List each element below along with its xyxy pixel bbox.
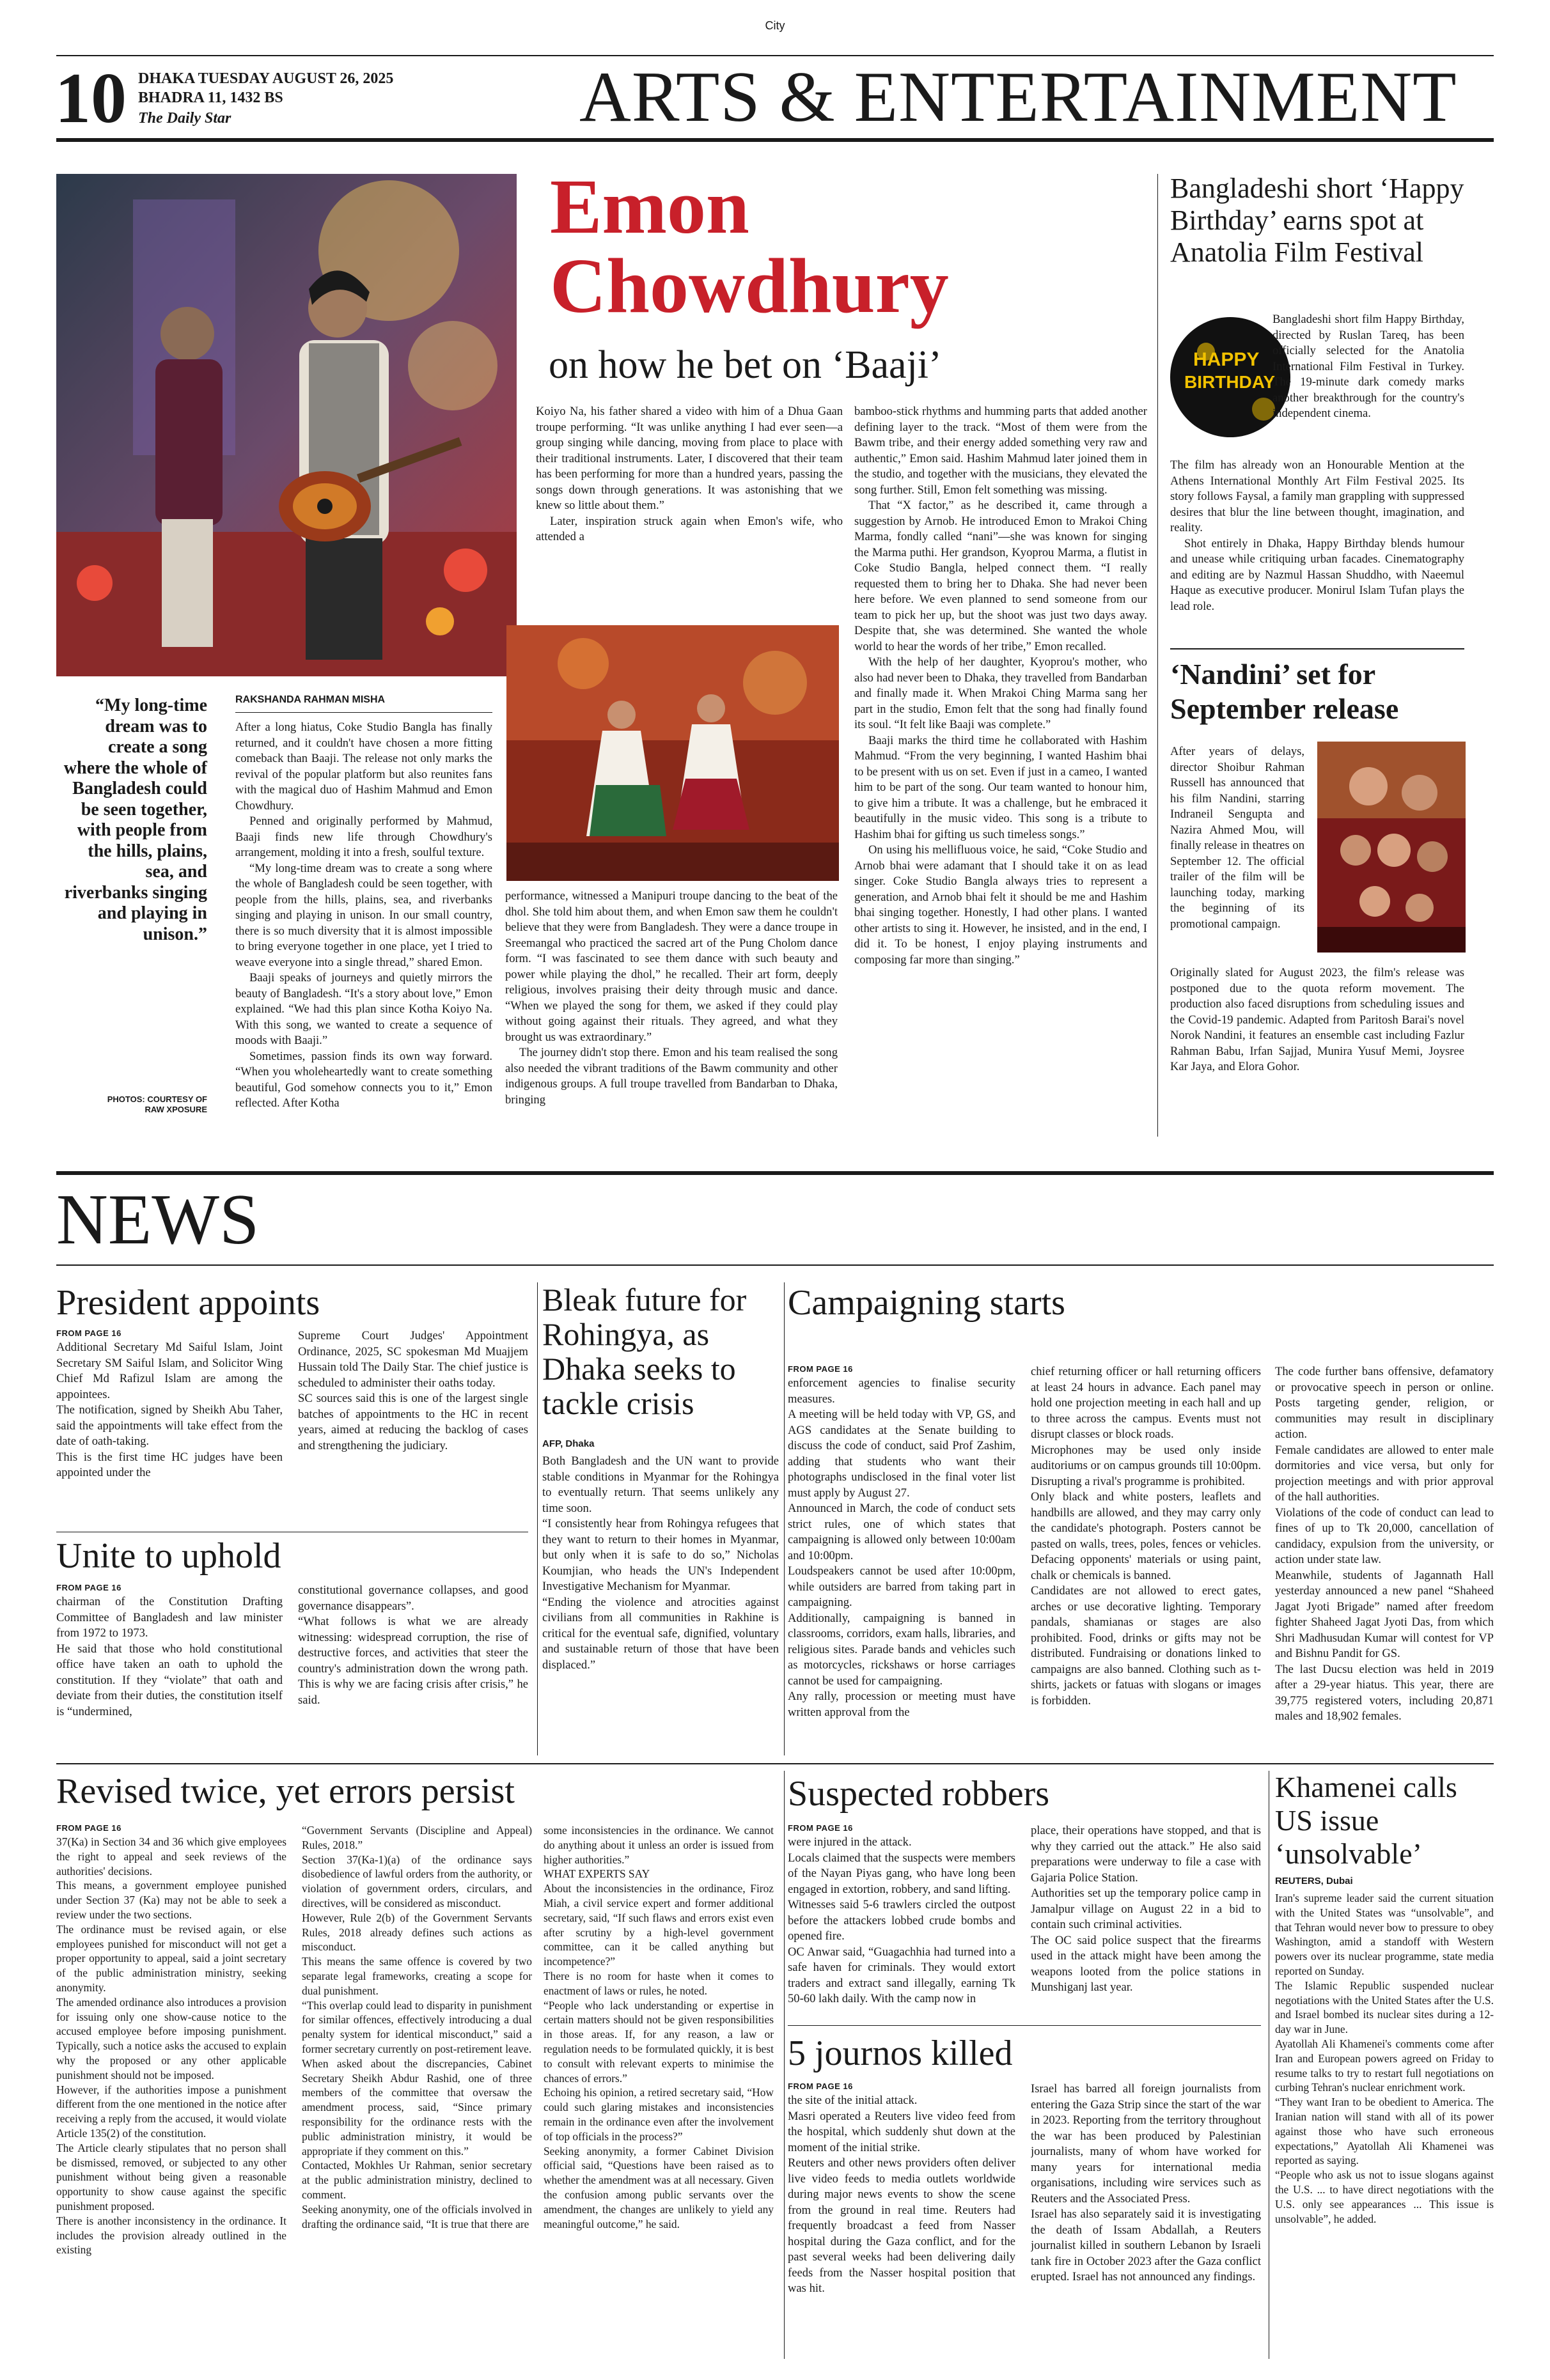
- hb-body: [1170, 458, 1464, 641]
- khamenei-headline: Khamenei calls US issue ‘unsolvable’: [1275, 1771, 1457, 1870]
- nandini-headline: ‘Nandini’ set for September release: [1170, 658, 1399, 725]
- byline-rule: [235, 712, 492, 713]
- poster-title-2: BIRTHDAY: [1184, 372, 1276, 392]
- nandini-body-top: [1170, 744, 1304, 961]
- paragraph: Later, inspiration struck again when Emon's wife, who attended a: [536, 514, 843, 543]
- campaigning-col1: enforcement agencies to finalise security measures. A meeting will be held today with VP, GS, and AGS candidates at the Senate building to discuss the code of conduct, said Prof Zashim, adding that students who want their photographs undisclosed in the final voter list must apply by August 27. Announced in March, the code of conduct sets strict rules, one of which states that campaigning is allowed only between 10:00am and 10:00pm. Loudspeakers cannot be used after 10:00pm, while outsiders are barred from taking part in campaigning. Additionally, campaigning is banned in classrooms, corridors, exam halls, libraries, and religious sites. Parade bands and vehicles such as motorcycles, rickshaws or horse carriages cannot be used for campaigning. Any rally, procession or meeting must have written approval from the: [788, 1376, 1015, 1719]
- photo-credit: PHOTOS: COURTESY OF RAW XPOSURE: [107, 1094, 207, 1114]
- top-rule: [56, 55, 1494, 56]
- paragraph: bamboo-stick rhythms and humming parts that added another defining layer to the track. “Most of them were from the Bawm tribe, and their energy added something very raw and authentic,” Emon said. Hashim Mahmud later joined them in the studio, and together with the musicians, they elevated the song further. Still, Emon felt something was missing.: [854, 405, 1147, 497]
- unite-col2: constitutional governance collapses, and good governance disappears”. “What follows is what we are already witnessing: widespread corruption, the rise of destructive forces, and activities that steer the country's administration down the wrong path. This is why we are facing crisis after crisis,” he said.: [298, 1583, 528, 1707]
- paragraph: That “X factor,” as he described it, came through a suggestion by Arnob. He introduced Emon to Mrakoi Ching Marma, fondly called “nani”—she was known for singing the Marma puthi. Her grandson, Kyoprou Marma, a flutist in Coke Studio Bangla, helped connect them. “I really requested them to bring her to Dhaka. She had never been here before. We even planned to send someone from our team to pick her up, but the shoot was just two days away. Despite that, she was determined. She wanted the whole world to hear the words of her tribe,” Emon recalled.: [854, 499, 1147, 653]
- column-divider: [1157, 174, 1158, 1137]
- president-col1: Additional Secretary Md Saiful Islam, Joint Secretary SM Saiful Islam, and Solicitor Wing Chief Md Rafizul Islam are among the appointees. The notification, signed by Sheikh Abu Taher, said the appointments will take effect from the date of oath-taking. This is the first time HC judges have been appointed under the: [56, 1341, 283, 1479]
- news-top-rule: [56, 1171, 1494, 1175]
- journos-col2: Israel has barred all foreign journalists from entering the Gaza Strip since the start of the war in 2023. Reporting from the territory throughout the war has been produced by Palestinian journalists, many of whom have worked for many years for international media organisations, including wire services such as Reuters and the Associated Press. Israel has also separately said it is investigating the death of Issam Abdallah, a Reuters journalist killed in southern Lebanon by Israeli tank fire in October 2023 after the Gaza conflict erupted. Israel has not announced any findings.: [1031, 2082, 1261, 2283]
- unite-headline: Unite to uphold: [56, 1536, 281, 1576]
- paragraph: Shot entirely in Dhaka, Happy Birthday blends humour and unease while critiquing urban facades. Cinematography and editing are by Nazmul Hassan Shuddho, with Naeemul Haque as executive producer. Monirul Islam Tufan plays the lead role.: [1170, 536, 1464, 613]
- dancers-illustration: [506, 625, 839, 881]
- revised-from: FROM PAGE 16: [56, 1823, 121, 1833]
- hb-body-top: [1272, 312, 1464, 456]
- page-number: 10: [55, 59, 127, 138]
- campaigning-col3: The code further bans offensive, defamatory or provocative speech in person or online. Posts targeting gender, religion, or communities may result in disciplinary action. Female candidates are allowed to enter male dormitories and vice versa, but only for projection meetings and with prior approval of the hall authorities. Violations of the code of conduct can lead to fines of up to Tk 20,000, cancellation of candidacy, expulsion from the university, or action under state law. Meanwhile, students of Jagannath Hall yesterday announced a new panel “Shaheed Jagat Jyoti Brigade” named after freedom fighter Shaheed Jagat Jyoti Das, from which Shri Madhusudan Kumar will contest for VP and Bishnu Pandit for GS. The last Ducsu election was held in 2019 after a 29-year hiatus. This year, there are 39,775 registered voters, including 20,871 males and 18,902 females.: [1275, 1365, 1494, 1723]
- news-rule: [56, 1264, 1494, 1266]
- unite-col1: chairman of the Constitution Drafting Committee of Bangladesh and law minister from 1972 to 1973. He said that those who hold constitutional office have taken an oath to uphold the constitution. If they “violate” that oath and deviate from their duties, the constitution itself is “undermined,: [56, 1595, 283, 1718]
- section-title: ARTS & ENTERTAINMENT: [579, 58, 1457, 137]
- paragraph: Penned and originally performed by Mahmud, Baaji finds new life through Chowdhury's arrangement, molding it into a fresh, soulful texture.: [235, 814, 492, 859]
- emon-col3: [854, 404, 1147, 1138]
- paragraph: Bangladeshi short film Happy Birthday, directed by Ruslan Tareq, has been officially selected for the Anatolia International Film Festival in Turkey. The 19-minute dark comedy marks another breakthrough for the country's independent cinema.: [1272, 313, 1464, 420]
- rohingya-headline: Bleak future for Rohingya, as Dhaka seeks to tackle crisis: [542, 1282, 747, 1421]
- date-line: DHAKA TUESDAY AUGUST 26, 2025: [138, 70, 394, 87]
- byline: RAKSHANDA RAHMAN MISHA: [235, 694, 386, 705]
- rohingya-body: Both Bangladesh and the UN want to provide stable conditions in Myanmar for the Rohingya to eventually return. That seems unlikely any time soon. “I consistently hear from Rohingya refugees that they want to return to their homes in Myanmar, but only when it is safe to do so,” Nicholas Koumjian, who heads the UN's Independent Investigative Mechanism for Myanmar. “Ending the violence and atrocities against civilians from all communities in Rakhine is critical for the eventual safe, dignified, voluntary and sustainable return of those that have been displaced.”: [542, 1454, 779, 1672]
- paragraph: Koiyo Na, his father shared a video with him of a Dhua Gaan troupe performing. “It was unlike anything I had ever seen—a group singing while dancing, moving from place to place with their traditional instruments. Later, I discovered that their team has been performing for more than a hundred years, passing the songs down through generations. It was astonishing that we knew so little about them.”: [536, 405, 843, 512]
- section-label: City: [765, 19, 785, 32]
- emon-photo: [56, 174, 517, 676]
- paragraph: Originally slated for August 2023, the film's release was postponed due to the quota reform movement. The production also faced disruptions from scheduling issues and the Covid-19 pandemic. Adapted from Paritosh Barai's novel Norok Nandini, it features an ensemble cast including Fazlur Rahman Babu, Irfan Sajjad, Munira Yusuf Memi, Joysree Kar Jaya, and Elora Gohor.: [1170, 966, 1464, 1073]
- journos-headline: 5 journos killed: [788, 2034, 1013, 2073]
- journos-from: FROM PAGE 16: [788, 2081, 853, 2091]
- president-from: FROM PAGE 16: [56, 1328, 121, 1338]
- paragraph: Baaji speaks of journeys and quietly mirrors the beauty of Bangladesh. “It's a story about love,” Emon explained. “We had this plan since Kotha Koiyo Na. With this song, we wanted to create a sequence of moods with Baaji.”: [235, 971, 492, 1047]
- campaigning-col2: chief returning officer or hall returning officers at least 24 hours in advance. Each panel may hold one projection meeting in each hall and up to three across the campus. Events must not disrupt classes or block roads. Microphones may be used only inside auditoriums or on campus grounds till 10:00pm. Disrupting a rival's programme is prohibited. Only black and white posters, leaflets and handbills are allowed, and they may carry only the candidate's photograph. Posters cannot be pasted on walls, trees, poles, fences or vehicles. Defacing opponents' materials or using paint, chalk or chemicals is banned. Candidates are not allowed to erect gates, arches or use decorative lighting. Temporary pandals, shamianas or stages are also prohibited. Food, drinks or gifts may not be distributed. Fundraising or donations linked to campaigns are also banned. Clothing such as t-shirts, jackets or fatuas with slogans or images is forbidden.: [1031, 1365, 1261, 1707]
- poster-title-1: HAPPY: [1193, 349, 1260, 370]
- emon-title-2: Chowdhury: [550, 243, 949, 329]
- revised-col2: “Government Servants (Discipline and Appeal) Rules, 2018.” Section 37(Ka-1)(a) of the ordinance says disobedience of lawful orders from the authority, or violation of government orders, circulars, and directives, will be considered as misconduct. However, Rule 2(b) of the Government Servants Rules, 2018 already defines such actions as misconduct. This means the same offence is covered by two separate legal frameworks, creating a scope for dual punishment. “This overlap could lead to disparity in punishment for similar offences, effectively introducing a dual penalty system for identical misconduct,” said a former secretary currently on post-retirement leave. When asked about the discrepancies, Cabinet Secretary Sheikh Abdur Rashid, one of three members of the committee that oversaw the amendment process, said, “Since primary responsibility for the ordinance rests with the public administration ministry, it would be appropriate if they comment on this.” Contacted, Mokhles Ur Rahman, senior secretary at the public administration ministry, declined to comment. Seeking anonymity, one of the officials involved in drafting the ordinance said, “It is true that there are: [302, 1824, 532, 2230]
- president-headline: President appoints: [56, 1283, 320, 1323]
- campaigning-headline: Campaigning starts: [788, 1283, 1065, 1323]
- news-title: NEWS: [56, 1180, 260, 1259]
- paragraph: After years of delays, director Shoibur Rahman Russell has announced that his film Nandini, starring Indraneil Sengupta and Nazira Ahmed Mou, will finally release in theatres on September 12. The official trailer of the film will be launching today, marking the beginning of its promotional campaign.: [1170, 745, 1304, 931]
- robbers-col2: place, their operations have stopped, and that is why they carried out the attack.” He also said preparations were underway to file a case with Gajaria Police Station. Authorities set up the temporary police camp in Jamalpur village on August 22 in a bid to contain such criminal activities. The OC said police suspect that the firearms used in the attack might have been among the weapons looted from the police stations in Munshiganj last year.: [1031, 1824, 1261, 1994]
- sidebar-rule: [1170, 648, 1464, 649]
- journos-col1: the site of the initial attack. Masri operated a Reuters live video feed from the hospital, which suddenly shut down at the moment of the initial strike. Reuters and other news providers often deliver live video feeds to media outlets worldwide during major news events to show the scene from the ground in real time. Reuters had frequently broadcast a feed from Nasser hospital during the Gaza conflict, and for the past several weeks had been delivering daily feeds from the Nasser hospital position that was hit.: [788, 2094, 1015, 2295]
- nandini-poster-art: [1317, 742, 1466, 953]
- campaigning-from: FROM PAGE 16: [788, 1364, 853, 1374]
- paragraph: Baaji marks the third time he collaborated with Hashim Mahmud. “From the very beginning, I wanted Hashim bhai to be present with us on set. Even if just in a cameo, I wanted him to be part of the song. Our team wanted to honour him, to give him a tribute. It was a challenge, but he embraced it beautifully in the music video. This song is a tribute to Hashim bhai for gifting us such timeless songs.”: [854, 733, 1147, 841]
- khamenei-body: Iran's supreme leader said the current situation with the United States was “unsolvable”, and that Tehran would never bow to pressure to obey Washington, amid a standoff with Western powers over its nuclear programme, state media reported on Sunday. The Islamic Republic suspended nuclear negotiations with the United States after the U.S. and Israel bombed its nuclear sites during a 12-day war in June. Ayatollah Ali Khamenei's comments come after Iran and European powers agreed on Friday to resume talks to try to restart full negotiations on curbing Tehran's nuclear enrichment work. “They want Iran to be obedient to America. The Iranian nation will stand with all of its power against those who have such erroneous expectations,” Ayatollah Ali Khamenei was reported as saying. “People who ask us not to issue slogans against the U.S. ... to have direct negotiations with the U.S. only see appearances ... This issue is unsolvable”, he added.: [1275, 1892, 1494, 2225]
- robbers-from: FROM PAGE 16: [788, 1823, 853, 1833]
- paragraph: On using his mellifluous voice, he said, “Coke Studio and Arnob bhai were adamant that I should take it on as lead singer. Coke Studio Bangla always tries to represent a generation, and Arnob bhai felt it should be me and Hashim bhai singing together. Honestly, I had other plans. I wanted other artists to sing it. However, he insisted, and in the end, I did it. To be honest, I enjoy playing instruments and composing far more than singing.”: [854, 843, 1147, 967]
- emon-col2-top: [536, 404, 843, 596]
- masthead-rule: [56, 138, 1494, 142]
- paper-logo: The Daily Star: [138, 110, 231, 127]
- robbers-headline: Suspected robbers: [788, 1774, 1050, 1814]
- revised-col1: 37(Ka) in Section 34 and 36 which give employees the right to appeal and seek reviews of the authorities' decisions. This means, a government employee punished under Section 37 (Ka) may not be able to seek a review under the two sections. The ordinance must be revised again, or else employees punished for misconduct will not get a proper opportunity to appeal, said a joint secretary of the public administration ministry, seeking anonymity. The amended ordinance also introduces a provision for issuing only one show-cause notice to the accused employee before imposing punishment. Typically, such a notice asks the accused to explain why the proposed or any other applicable punishment should not be imposed. However, if the authorities impose a punishment different from the one mentioned in the notice after receiving a reply from the accused, it would violate Article 135(2) of the constitution. The Article clearly stipulates that no person shall be dismissed, removed, or subjected to any other punishment without being given a reasonable opportunity to show cause against the specific punishment proposed. There is another inconsistency in the ordinance. It includes the provision already outlined in the existing: [56, 1835, 286, 2257]
- divider: [537, 1282, 538, 1755]
- robbers-col1: were injured in the attack. Locals claimed that the suspects were members of the Nayan Piyas gang, who have long been engaged in extortion, robbery, and sand lifting. Witnesses said 5-6 trawlers circled the outpost before the attackers lobbed crude bombs and opened fire. OC Anwar said, “Guagachhia had turned into a safe haven for criminals. They would extort traders and extract sand illegally, earning Tk 50-60 lakh daily. With the camp now in: [788, 1835, 1015, 2005]
- khamenei-byline: REUTERS, Dubai: [1275, 1876, 1353, 1886]
- divider: [56, 1763, 1494, 1764]
- emon-subtitle: on how he bet on ‘Baaji’: [549, 343, 942, 387]
- paragraph: With the help of her daughter, Kyoprou's mother, who also had never been to Dhaka, they travelled from Bandarban and finally made it. When Mrakoi Ching Marma sang her part in the studio, Emon felt that the song had finally found its soul. “It felt like Baaji was complete.”: [854, 655, 1147, 731]
- pull-quote: “My long-time dream was to create a song where the whole of Bangladesh could be seen together, with people from the hills, plains, sea, and riverbanks singing and playing in unison.”: [63, 696, 207, 944]
- revised-headline: Revised twice, yet errors persist: [56, 1771, 515, 1811]
- divider: [784, 1771, 785, 2359]
- emon-title-1: Emon: [550, 164, 749, 250]
- nandini-poster: [1317, 742, 1466, 953]
- paragraph: performance, witnessed a Manipuri troupe dancing to the beat of the dhol. She told him about them, and when Emon saw them he couldn't believe that they were from Bangladesh. They were a dance troupe in Sreemangal who practiced the sacred art of the Pung Cholom dance form. “I was fascinated to see them dance with such beauty and power while playing the dhol,” he recalled. Their art form, deeply religious, involves praising their deity through music and dance. “When we played the song for them, we asked if they could play without going against their rituals. They agreed, and what they brought us was extraordinary.”: [505, 889, 838, 1044]
- paragraph: Sometimes, passion finds its own way forward. “When you wholeheartedly want to create something beautiful, God somehow connects you to it,” Emon reflected. After Kotha: [235, 1049, 492, 1110]
- president-col2: Supreme Court Judges' Appointment Ordinance, 2025, SC spokesman Md Muajjem Hussain told The Daily Star. The chief justice is scheduled to administer their oaths today. SC sources said this is one of the largest single batches of appointments to the HC in recent years, aimed at reducing the backlog of cases and strengthening the judiciary.: [298, 1329, 528, 1452]
- musicians-illustration: [56, 174, 517, 676]
- divider: [788, 2025, 1261, 2026]
- paragraph: The film has already won an Honourable Mention at the Athens International Monthly Art Film Festival 2025. Its story follows Faysal, a family man grappling with suppressed desires that blur the line between thought, imagination, and reality.: [1170, 458, 1464, 534]
- paragraph: After a long hiatus, Coke Studio Bangla has finally returned, and it couldn't have chosen a more fitting comeback than Baaji. The release not only marks the revival of the popular platform but also reunites fans with the magical duo of Hashim Mahmud and Emon Chowdhury.: [235, 720, 492, 813]
- hb-headline: Bangladeshi short ‘Happy Birthday’ earns spot at Anatolia Film Festival: [1170, 173, 1464, 268]
- emon-col1: [235, 720, 492, 1135]
- revised-col3: some inconsistencies in the ordinance. We cannot do anything about it unless an order is issued from higher authorities.” WHAT EXPERTS SAY About the inconsistencies in the ordinance, Firoz Miah, a civil service expert and former additional secretary, said, “If such flaws and errors exist even after scrutiny by a high-level government committee, can it be called anything but incompetence?” There is no room for haste when it comes to enactment of laws or rules, he noted. “People who lack understanding or expertise in certain matters should not be given responsibilities in those areas. If, for any reason, a law or regulation needs to be formulated quickly, it is best to consult with relevant experts to minimise the chances of errors.” Echoing his opinion, a retired secretary said, “How could such glaring mistakes and inconsistencies remain in the ordinance even after the involvement of top officials in the process?” Seeking anonymity, a former Cabinet Division official said, “Questions have been raised as to whether the amendment was at all necessary. Given the confusion among public servants over the amendment, the changes are unlikely to yield any meaningful outcome,” he said.: [544, 1824, 774, 2230]
- divider: [784, 1282, 785, 1755]
- bangla-date-line: BHADRA 11, 1432 BS: [138, 89, 283, 106]
- rohingya-byline: AFP, Dhaka: [542, 1438, 595, 1449]
- paragraph: “My long-time dream was to create a song where the whole of Bangladesh could be seen together, with people from the hills, plains, sea, and riverbanks singing and playing in unison. In our small country, there is so much diversity that it is almost impossible to bring everyone together in one place, yet I tried to weave everyone into a single thread,” shared Emon.: [235, 861, 492, 969]
- nandini-body: [1170, 965, 1464, 1137]
- paragraph: The journey didn't stop there. Emon and his team realised the song also needed the vibrant traditions of the Bawm community and other indigenous groups. A full troupe travelled from Bandarban to Dhaka, bringing: [505, 1046, 838, 1107]
- emon-col2-bottom: [505, 889, 838, 1138]
- dance-photo: [506, 625, 839, 881]
- unite-from: FROM PAGE 16: [56, 1583, 121, 1592]
